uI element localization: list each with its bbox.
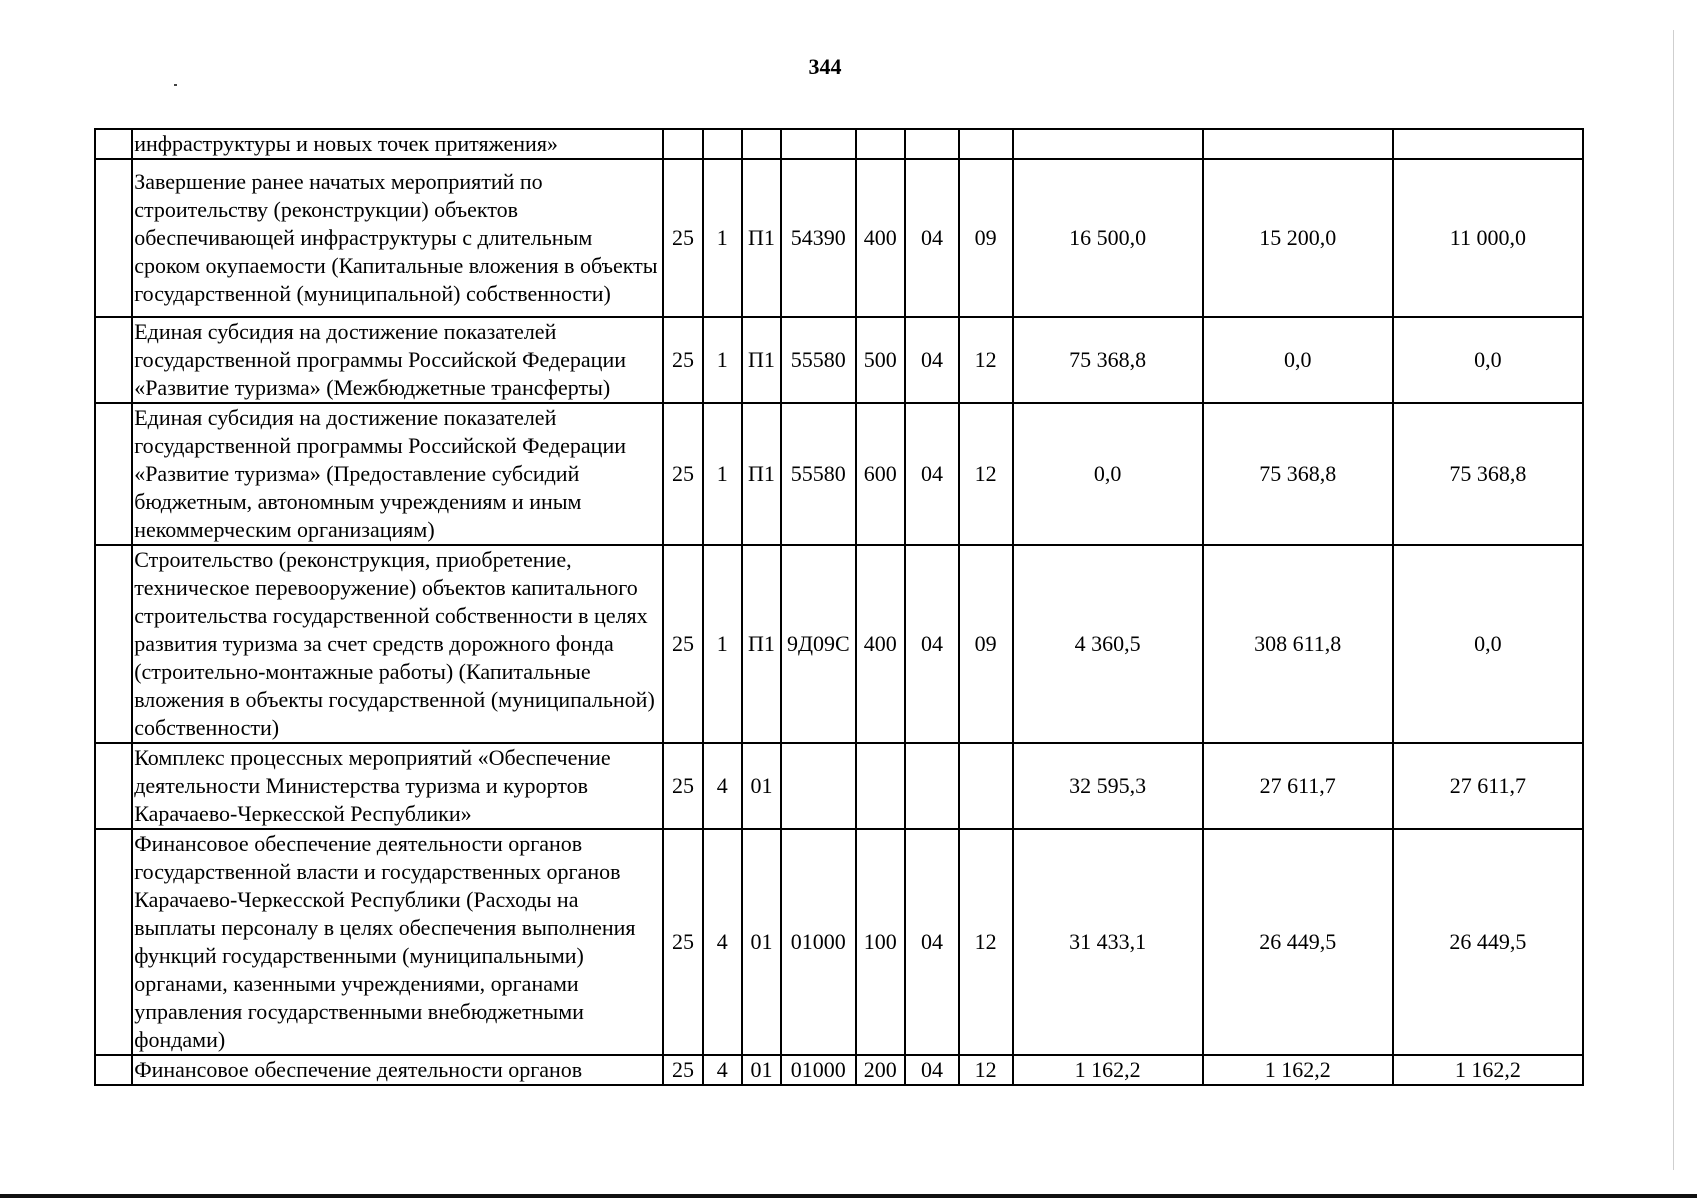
row-number-cell bbox=[95, 159, 132, 317]
code-subdivision-cell: 12 bbox=[959, 403, 1013, 545]
row-number-cell bbox=[95, 317, 132, 403]
table-row bbox=[95, 317, 1583, 403]
code-subprogram-cell: 1 bbox=[703, 545, 742, 743]
expense-name-cell: Завершение ранее начатых мероприятий по строительству (реконструкции) объектов обеспечивающей инфраструктуры с длительным сроком окупаемости (Капитальные вложения в объекты государственной (муниципальной) собственности) bbox=[132, 159, 663, 317]
amount-year-1-cell: 0,0 bbox=[1013, 403, 1203, 545]
code-subdivision-cell: 12 bbox=[959, 1055, 1013, 1085]
expense-name-cell: Финансовое обеспечение деятельности органов государственной власти и государственных органов Карачаево-Черкесской Республики (Расходы на выплаты персоналу в целях обеспечения выполнения функций государственными (муниципальными) органами, казенными учреждениями, органами управления государственными внебюджетными фондами) bbox=[132, 829, 663, 1055]
code-subprogram-cell: 1 bbox=[703, 317, 742, 403]
expense-name-cell: Строительство (реконструкция, приобретение, техническое перевооружение) объектов капитального строительства государственной собственности в целях развития туризма за счет средств дорожного фонда (строительно-монтажные работы) (Капитальные вложения в объекты государственной (муниципальной) собственности) bbox=[132, 545, 663, 743]
code-expense-type-cell bbox=[856, 743, 906, 829]
code-section-cell: 25 bbox=[663, 159, 702, 317]
amount-year-2-cell: 26 449,5 bbox=[1203, 829, 1393, 1055]
code-expense-type-cell: 200 bbox=[856, 1055, 906, 1085]
code-item-cell: 55580 bbox=[781, 317, 855, 403]
code-item-cell: 54390 bbox=[781, 159, 855, 317]
table-row bbox=[95, 829, 1583, 1055]
amount-year-2-cell: 308 611,8 bbox=[1203, 545, 1393, 743]
amount-year-3-cell: 0,0 bbox=[1393, 545, 1583, 743]
code-direction-cell: 01 bbox=[742, 743, 781, 829]
expense-name-cell: Единая субсидия на достижение показателей государственной программы Российской Федерации «Развитие туризма» (Предоставление субсидий бюджетным, автономным учреждениям и иным некоммерческим организациям) bbox=[132, 403, 663, 545]
code-expense-type-cell: 400 bbox=[856, 545, 906, 743]
table-row bbox=[95, 129, 1583, 159]
scan-mark bbox=[174, 84, 177, 86]
code-direction-cell: П1 bbox=[742, 545, 781, 743]
amount-year-2-cell: 27 611,7 bbox=[1203, 743, 1393, 829]
code-subdivision-cell: 09 bbox=[959, 545, 1013, 743]
amount-year-2-cell: 15 200,0 bbox=[1203, 159, 1393, 317]
table-row bbox=[95, 545, 1583, 743]
code-division-cell: 04 bbox=[905, 1055, 959, 1085]
row-number-cell bbox=[95, 129, 132, 159]
code-direction-cell: 01 bbox=[742, 1055, 781, 1085]
amount-year-3-cell: 27 611,7 bbox=[1393, 743, 1583, 829]
code-section-cell: 25 bbox=[663, 743, 702, 829]
code-direction-cell bbox=[742, 129, 781, 159]
amount-year-3-cell: 1 162,2 bbox=[1393, 1055, 1583, 1085]
expense-name-cell: Единая субсидия на достижение показателей государственной программы Российской Федерации «Развитие туризма» (Межбюджетные трансферты) bbox=[132, 317, 663, 403]
code-division-cell bbox=[905, 743, 959, 829]
code-direction-cell: П1 bbox=[742, 317, 781, 403]
code-division-cell: 04 bbox=[905, 545, 959, 743]
code-subprogram-cell bbox=[703, 129, 742, 159]
code-subdivision-cell: 09 bbox=[959, 159, 1013, 317]
code-division-cell: 04 bbox=[905, 403, 959, 545]
scan-bottom-border bbox=[0, 1194, 1697, 1198]
code-expense-type-cell: 100 bbox=[856, 829, 906, 1055]
amount-year-1-cell: 1 162,2 bbox=[1013, 1055, 1203, 1085]
amount-year-3-cell: 11 000,0 bbox=[1393, 159, 1583, 317]
expense-name-cell: Комплекс процессных мероприятий «Обеспечение деятельности Министерства туризма и курортов Карачаево-Черкесской Республики» bbox=[132, 743, 663, 829]
amount-year-3-cell bbox=[1393, 129, 1583, 159]
code-item-cell: 01000 bbox=[781, 829, 855, 1055]
code-section-cell: 25 bbox=[663, 317, 702, 403]
amount-year-3-cell: 26 449,5 bbox=[1393, 829, 1583, 1055]
budget-table bbox=[94, 128, 1584, 1086]
amount-year-1-cell: 32 595,3 bbox=[1013, 743, 1203, 829]
amount-year-2-cell: 0,0 bbox=[1203, 317, 1393, 403]
amount-year-3-cell: 0,0 bbox=[1393, 317, 1583, 403]
amount-year-1-cell bbox=[1013, 129, 1203, 159]
code-division-cell: 04 bbox=[905, 159, 959, 317]
code-division-cell bbox=[905, 129, 959, 159]
code-subprogram-cell: 1 bbox=[703, 159, 742, 317]
code-item-cell: 9Д09С bbox=[781, 545, 855, 743]
code-subdivision-cell: 12 bbox=[959, 317, 1013, 403]
code-item-cell: 55580 bbox=[781, 403, 855, 545]
row-number-cell bbox=[95, 1055, 132, 1085]
code-section-cell bbox=[663, 129, 702, 159]
row-number-cell bbox=[95, 403, 132, 545]
code-division-cell: 04 bbox=[905, 829, 959, 1055]
amount-year-1-cell: 4 360,5 bbox=[1013, 545, 1203, 743]
code-expense-type-cell: 500 bbox=[856, 317, 906, 403]
table-row bbox=[95, 743, 1583, 829]
amount-year-3-cell: 75 368,8 bbox=[1393, 403, 1583, 545]
amount-year-2-cell bbox=[1203, 129, 1393, 159]
code-section-cell: 25 bbox=[663, 545, 702, 743]
code-item-cell bbox=[781, 129, 855, 159]
code-section-cell: 25 bbox=[663, 829, 702, 1055]
code-item-cell bbox=[781, 743, 855, 829]
code-subprogram-cell: 4 bbox=[703, 743, 742, 829]
amount-year-1-cell: 16 500,0 bbox=[1013, 159, 1203, 317]
table-row bbox=[95, 1055, 1583, 1085]
row-number-cell bbox=[95, 743, 132, 829]
code-subprogram-cell: 4 bbox=[703, 1055, 742, 1085]
code-division-cell: 04 bbox=[905, 317, 959, 403]
code-subdivision-cell: 12 bbox=[959, 829, 1013, 1055]
code-section-cell: 25 bbox=[663, 403, 702, 545]
table-row bbox=[95, 159, 1583, 317]
page-number: 344 bbox=[808, 54, 842, 79]
amount-year-1-cell: 75 368,8 bbox=[1013, 317, 1203, 403]
code-item-cell: 01000 bbox=[781, 1055, 855, 1085]
code-subdivision-cell bbox=[959, 129, 1013, 159]
code-expense-type-cell: 400 bbox=[856, 159, 906, 317]
code-direction-cell: П1 bbox=[742, 159, 781, 317]
scan-edge-line bbox=[1673, 30, 1674, 1170]
code-direction-cell: П1 bbox=[742, 403, 781, 545]
code-subprogram-cell: 1 bbox=[703, 403, 742, 545]
table-row bbox=[95, 403, 1583, 545]
amount-year-1-cell: 31 433,1 bbox=[1013, 829, 1203, 1055]
row-number-cell bbox=[95, 829, 132, 1055]
code-section-cell: 25 bbox=[663, 1055, 702, 1085]
amount-year-2-cell: 75 368,8 bbox=[1203, 403, 1393, 545]
code-subdivision-cell bbox=[959, 743, 1013, 829]
code-expense-type-cell bbox=[856, 129, 906, 159]
code-direction-cell: 01 bbox=[742, 829, 781, 1055]
code-subprogram-cell: 4 bbox=[703, 829, 742, 1055]
code-expense-type-cell: 600 bbox=[856, 403, 906, 545]
row-number-cell bbox=[95, 545, 132, 743]
expense-name-cell: инфраструктуры и новых точек притяжения» bbox=[132, 129, 663, 159]
expense-name-cell: Финансовое обеспечение деятельности органов bbox=[132, 1055, 663, 1085]
amount-year-2-cell: 1 162,2 bbox=[1203, 1055, 1393, 1085]
